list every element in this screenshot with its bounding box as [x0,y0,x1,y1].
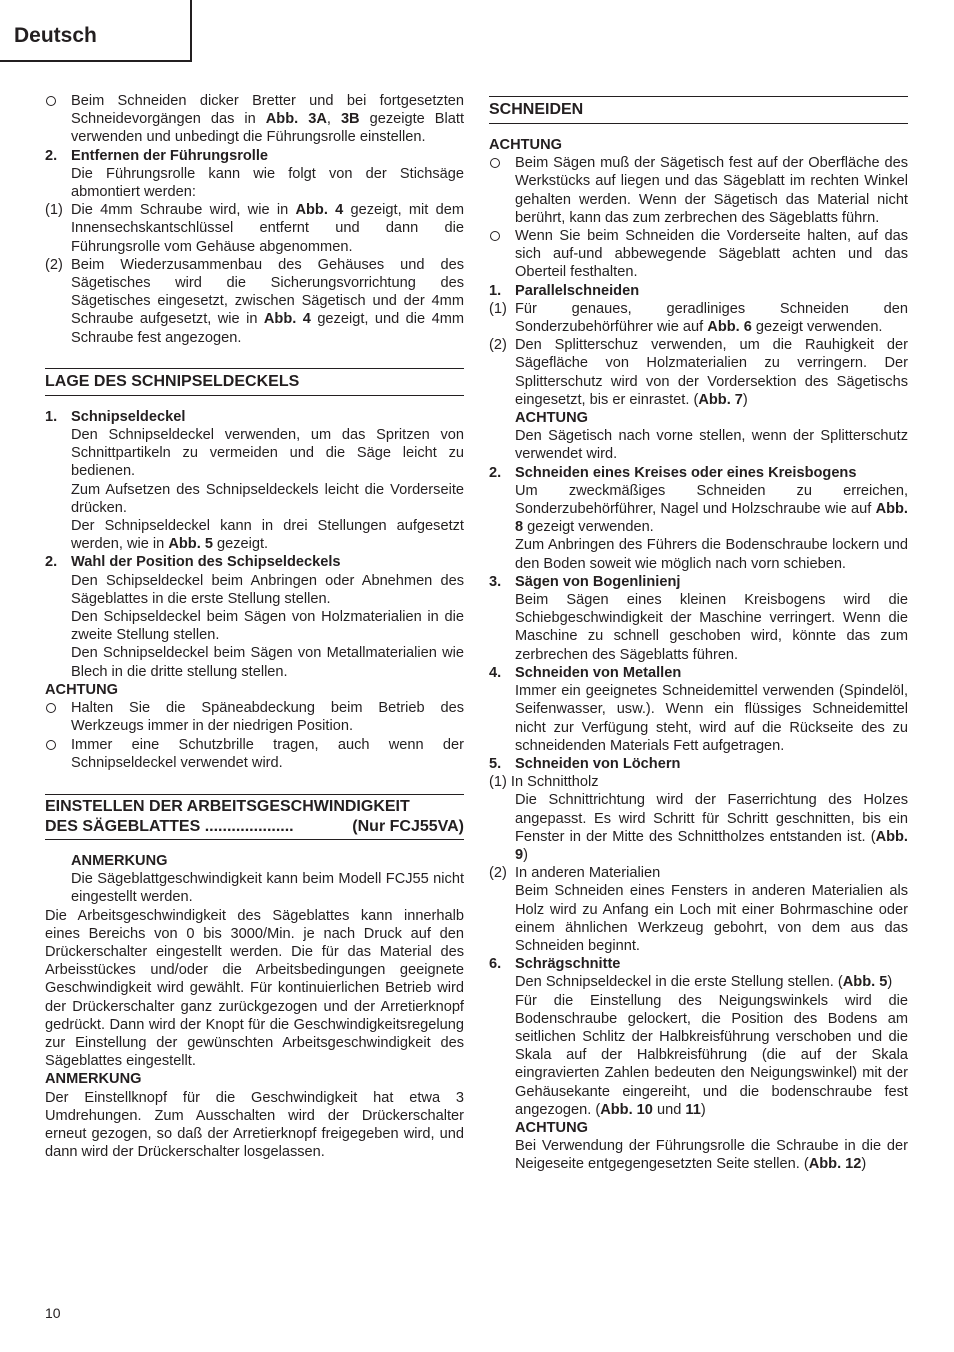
paragraph: Bei Verwendung der Führungsrolle die Schraube in die der Neigeseite entgegengesetzten Seite stellen. (Abb. 12) [515,1138,908,1173]
sub-heading: (1) In Schnittholz [489,774,599,791]
list-item: Wenn Sie beim Schneiden die Vorderseite halten, auf das sich auf-und abbewegende Sägeblatt achten und das Oberteil festhalten. [489,227,908,282]
note-label: ANMERKUNG [45,1071,142,1088]
paragraph: Den Schipseldeckel beim Sägen von Holzmaterialien in die zweite Stellung stellen. [71,609,464,644]
caution-label: ACHTUNG [45,681,118,698]
list-item: (2) Den Splitterschuz verwenden, um die Rauhigkeit der Sägefläche von Holzmaterialien zu verringern. Der Splitterschutz wird von der Vordersektion des Sägetischs eingesetzt, bis er einrastet. (Abb. 7) [489,337,908,408]
paragraph: Den Schnipseldeckel in die erste Stellung stellen. (Abb. 5) [515,974,893,991]
note-label: ANMERKUNG [71,852,168,869]
list-item: (2) In anderen Materialien [489,865,661,882]
list-item: Beim Schneiden dicker Bretter und bei fortgesetzten Schneidevorgängen das in Abb. 3A, 3B gezeigte Blatt verwenden und unbedingt die Führungsrolle einstellen. [45,92,464,147]
list-item: 2. Entfernen der Führungsrolle [45,147,269,164]
language-tab [0,0,192,62]
list-item: Beim Sägen muß der Sägetisch fest auf der Oberfläche des Werkstücks auf liegen und das Sägeblatt im rechten Winkel gehalten werden. Wenn der Sägetisch das Material nicht berührt, kann das zum zerbrechen des Sägeblatts führn. [489,154,908,227]
list-item: 2. Wahl der Position des Schipseldeckels [45,554,341,571]
paragraph: Den Schnipseldeckel beim Sägen von Metallmaterialien wie Blech in die dritte stellung stellen. [71,645,464,680]
paragraph: Die Arbeitsgeschwindigkeit des Sägeblattes kann innerhalb eines Bereichs von 0 bis 3000/Min. je nach Druck auf den Drückerschalter eingestellt werden. Die für das Material des Arbeisstückes und/oder die Arbeitsbedingungen geeignete Geschwindigkeit wird gewählt. Für kontinuierlichen Betrieb wird der Drückerschalter ganz zurückgezogen und der Arretierknopf gedrückt. Dann wird der Knopt für die Geschwindigkeitsregelung zur Einstellung der gewünschten Arbeitsgeschwindigkeit des Sägeblattes eingestellt. [45,907,464,1070]
paragraph: Für die Einstellung des Neigungswinkels wird die Bodenschraube gelockert, die Position des Bodens am seitlichen Schlitz der Halbkreisführung verschoben und die Skala auf der Halbkreisführung (die auf der Skala eingravierten Zahlen bedeuten den Neigungswinkel) mit der Gehäusekante eingereiht, und die bodenschraube fest angezogen. (Abb. 10 und 11) [515,992,908,1118]
right-column [489,96,908,1174]
bullet-circle-icon [46,740,56,750]
list-item: (2) Beim Wiederzusammenbau des Gehäuses und des Sägetisches wird die Sicherungsvorrichtung des Sägetisches eingesetzt, zwischen Sägetisch und der 4mm Schraube aufgesetzt, wie in Abb. 4 gezeigt, und die 4mm Schraube fest angezogen. [45,256,465,346]
list-item: 3. Sägen von Bogenlinienj [489,573,681,590]
bullet-circle-icon [490,158,500,168]
paragraph: Der Einstellknopf für die Geschwindigkeit hat etwa 3 Umdrehungen. Zum Ausschalten wird der Drückerschalter erneut gezogen, so daß der Arretierknopf freigegeben wird, und dann wird der Drückerschalter losgelassen. [45,1089,464,1161]
paragraph: Die Sägeblattgeschwindigkeit kann beim Modell FCJ55 nicht eingestellt werden. [71,871,464,906]
paragraph: Den Schipseldeckel beim Anbringen oder Abnehmen des Sägeblattes in die erste Stellung stellen. [71,572,464,607]
page-number: 10 [45,1305,61,1321]
bullet-circle-icon [46,96,56,106]
caution-label: ACHTUNG [515,1119,588,1136]
caution-label: ACHTUNG [489,137,562,153]
section-title: SCHNEIDEN [489,96,908,124]
section-title: LAGE DES SCHNIPSELDECKELS [45,368,464,396]
paragraph: Den Schnipseldeckel verwenden, um das Spritzen von Schnittpartikeln zu vermeiden und die Säge leicht zu bedienen. [71,427,464,480]
caution-label: ACHTUNG [515,410,588,427]
paragraph: Um zweckmäßiges Schneiden zu erreichen, Sonderzubehörführer, Nagel und Holzschraube wie auf Abb. 8 gezeigt verwenden. [515,482,908,536]
paragraph: Immer ein geeignetes Schneidemittel verwenden (Spindelöl, Seifenwasser, usw.). Wenn ein flüssiges Schneidemittel nicht zur Verfügung steht, wird auf die Rückseite des zu schneidenden Materials Fett aufgetragen. [515,683,908,754]
bullet-circle-icon [46,703,56,713]
paragraph: Der Schnipseldeckel kann in drei Stellungen aufgesetzt werden, wie in Abb. 5 gezeigt. [71,518,464,553]
list-item: 6. Schrägschnitte [489,956,621,973]
paragraph: Die Führungsrolle kann wie folgt von der Stichsäge abmontiert werden: [71,165,464,201]
list-item: (1) Für genaues, geradliniges Schneiden den Sonderzubehörführer wie auf Abb. 6 gezeigt verwenden. [489,300,908,336]
list-item: 1. Parallelschneiden [489,282,640,299]
bullet-circle-icon [490,231,500,241]
paragraph: Die Schnittrichtung wird der Faserrichtung des Holzes angepasst. Es wird Schritt für Schritt geschnitten, bis ein Fenster in der Mitte des Schnittholzes entstanden ist. (Abb. 9) [515,792,908,863]
list-item: Immer eine Schutzbrille tragen, auch wenn der Schnipseldeckel verwendet wird. [45,736,464,772]
list-item: 2. Schneiden eines Kreises oder eines Kreisbogens [489,464,857,481]
paragraph: Zum Anbringen des Führers die Bodenschraube lockern und den Boden soweit wie möglich nach vorn schieben. [515,537,908,572]
list-item: Halten Sie die Späneabdeckung beim Betrieb des Werkzeugs immer in der niedrigen Position. [45,699,464,735]
paragraph: Den Sägetisch nach vorne stellen, wenn der Splitterschutz verwendet wird. [515,428,908,463]
section-title: EINSTELLEN DER ARBEITSGESCHWINDIGKEIT DES SÄGEBLATTES .................... (Nur FCJ55VA) [45,794,464,840]
paragraph: Beim Schneiden eines Fensters in anderen Materialien als Holz wird zu Anfang ein Loch mit einer Bohrmaschine oder einem ähnlichen Werkzeug gebohrt, von dem aus das Schneiden beginnt. [515,883,908,954]
list-item: (1) Die 4mm Schraube wird, wie in Abb. 4 gezeigt, mit dem Innensechskantschlüssel entfernt und dann die Führungsrolle vom Gehäuse abgenommen. [45,202,465,255]
left-column [45,92,464,1161]
paragraph: Beim Sägen eines kleinen Kreisbogens wird die Schiebgeschwindigkeit der Maschine verringert. Wenn die Maschine zu schnell geschoben wird, könnte das zum zerbrechen des Sägeblatts führen. [515,592,908,663]
list-item: 4. Schneiden von Metallen [489,664,682,681]
list-item: 1. Schnipseldeckel [45,408,186,425]
paragraph: Zum Aufsetzen des Schnipseldeckels leicht die Vorderseite drücken. [71,481,464,516]
list-item: 5. Schneiden von Löchern [489,755,681,772]
language-label: Deutsch [14,24,97,47]
